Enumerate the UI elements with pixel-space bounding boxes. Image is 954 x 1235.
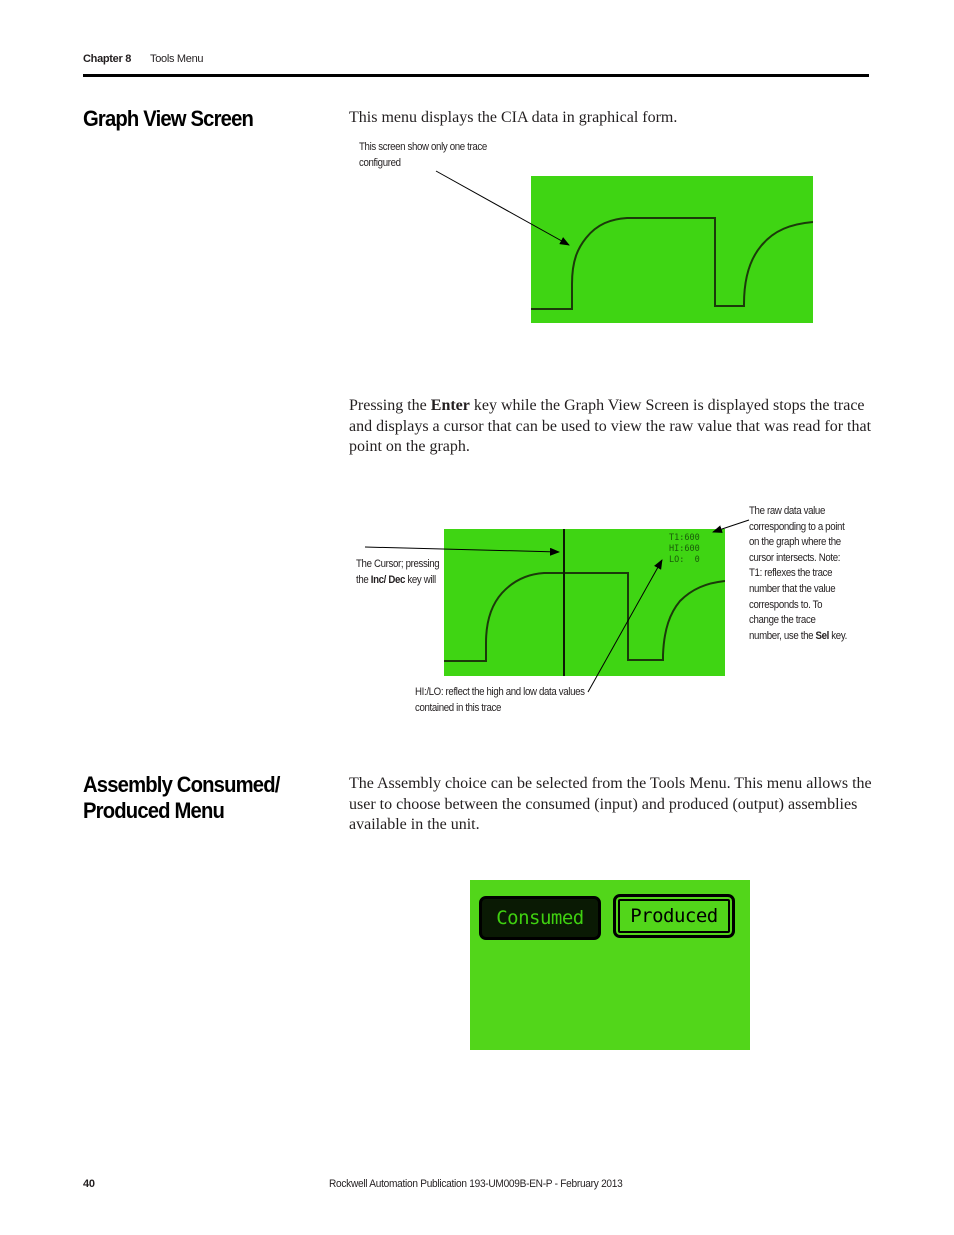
footer-page-number: 40 [83, 1178, 95, 1190]
callout-raw-after: key. [828, 629, 847, 642]
lcd-assembly-menu [470, 880, 750, 1050]
enter-key-paragraph [349, 396, 874, 458]
callout-cursor [356, 557, 444, 588]
header-chapter: Chapter 8 [83, 53, 132, 65]
consumed-button[interactable]: Consumed [479, 896, 601, 940]
callout-raw-before: The raw data value corresponding to a point on the graph where the cursor intersects. Note: T1: reflexes the trace number that the value corresponds to. To change the trace number, use the [749, 505, 845, 642]
section-heading-assembly: Assembly Consumed/ Produced Menu [83, 772, 280, 823]
callout-raw-value [749, 504, 848, 644]
callout-cursor-before: The Cursor; pressing the [356, 558, 440, 586]
section-heading-graph-view: Graph View Screen [83, 106, 254, 131]
footer-publication: Rockwell Automation Publication 193-UM009B-EN-P - February 2013 [329, 1178, 623, 1190]
trace-graph [531, 176, 813, 323]
readout-high: HI:600 [669, 544, 700, 554]
readout-trace-number: T1:600 [669, 533, 700, 543]
callout-cursor-after: key will [405, 573, 436, 586]
callout-hi-lo: HI:/LO: reflect the high and low data values contained in this trace [415, 686, 585, 714]
enter-para-after: key while the Graph View Screen is displayed stops the trace and displays a cursor that can be used to view the raw value that was read for that point on the graph. [349, 397, 872, 455]
callout-one-trace: This screen show only one trace configured [359, 141, 487, 169]
produced-button[interactable]: Produced [613, 894, 735, 938]
callout-cursor-key: Inc/ Dec [370, 573, 406, 586]
enter-key-label: Enter [430, 397, 470, 414]
callout-raw-key: Sel [815, 629, 829, 642]
enter-para-before: Pressing the [349, 397, 431, 414]
trace-line [531, 218, 813, 309]
readout-low: LO: 0 [669, 555, 700, 565]
graph-view-intro: This menu displays the CIA data in graphical form. [349, 109, 678, 126]
trace-line [444, 573, 725, 661]
header-section: Tools Menu [150, 53, 204, 65]
header-rule [83, 74, 869, 77]
assembly-paragraph: The Assembly choice can be selected from the Tools Menu. This menu allows the user to choose between the consumed (input) and produced (output) assemblies available in the unit. [349, 775, 872, 833]
lcd-graph-single-trace [531, 176, 813, 323]
